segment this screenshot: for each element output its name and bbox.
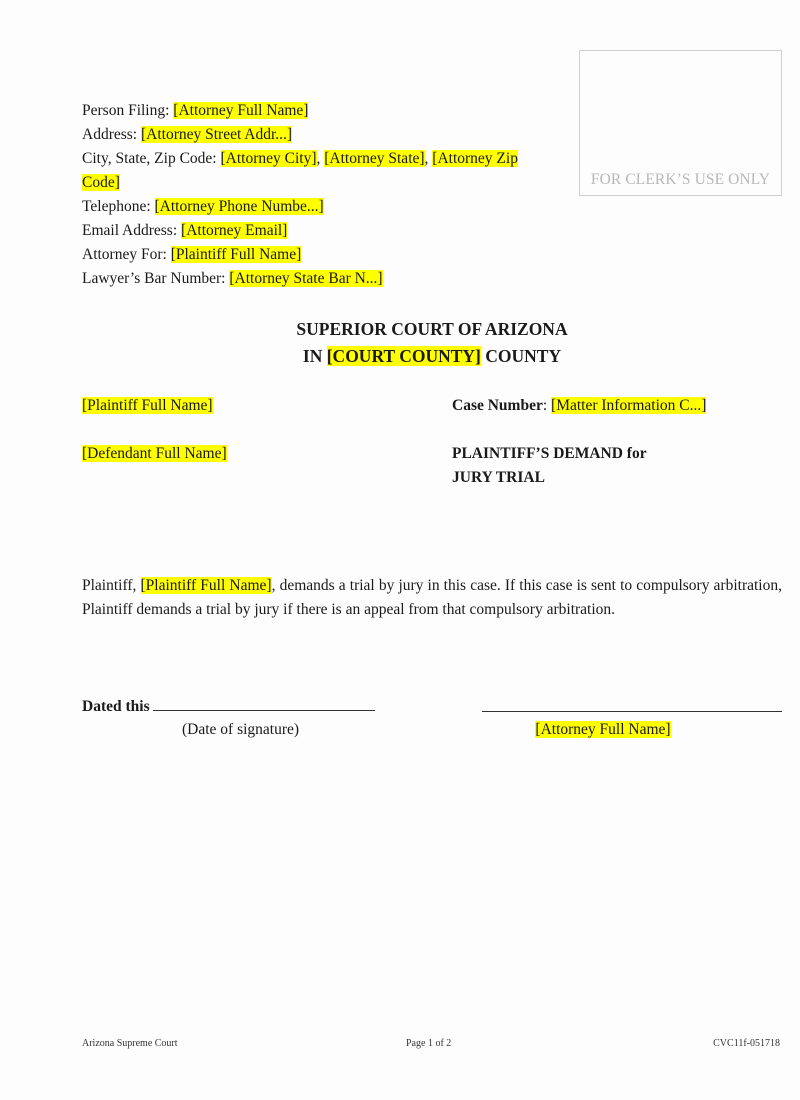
attorney-for-field[interactable]: [Plaintiff Full Name] bbox=[170, 246, 302, 263]
telephone-label: Telephone: bbox=[82, 198, 155, 215]
defendant-party bbox=[82, 442, 227, 466]
case-number-label: Case Number bbox=[452, 397, 543, 414]
footer-court: Arizona Supreme Court bbox=[82, 1038, 178, 1049]
plaintiff-party bbox=[82, 394, 213, 418]
email-field[interactable]: [Attorney Email] bbox=[181, 222, 288, 239]
email-line bbox=[82, 219, 562, 243]
signature-blank[interactable] bbox=[482, 711, 782, 712]
attorney-for-line bbox=[82, 243, 562, 267]
court-county-field[interactable]: [COURT COUNTY] bbox=[326, 346, 481, 366]
clerk-use-box bbox=[579, 50, 782, 196]
zip-field-continued[interactable]: Code] bbox=[82, 174, 120, 191]
city-state-zip-label: City, State, Zip Code: bbox=[82, 150, 221, 167]
person-filing-label: Person Filing: bbox=[82, 102, 174, 119]
court-county-prefix: IN bbox=[302, 346, 327, 366]
dated-label: Dated this bbox=[82, 698, 150, 715]
signer-caption bbox=[482, 718, 724, 742]
address-field[interactable]: [Attorney Street Addr...] bbox=[140, 126, 293, 143]
city-state-zip-line bbox=[82, 147, 562, 171]
state-field[interactable]: [Attorney State] bbox=[324, 150, 425, 167]
date-blank[interactable] bbox=[153, 694, 375, 711]
bar-number-line bbox=[82, 267, 562, 291]
document-title-line1: PLAINTIFF’S DEMAND for bbox=[452, 445, 647, 462]
person-filing-field[interactable]: [Attorney Full Name] bbox=[173, 102, 309, 119]
footer-form-code: CVC11f-051718 bbox=[713, 1038, 780, 1049]
case-number-line bbox=[452, 394, 706, 418]
court-county-suffix: COUNTY bbox=[480, 346, 562, 366]
clerk-use-label: FOR CLERK’S USE ONLY bbox=[590, 171, 771, 188]
body-text: , demands a trial by jury in this case. If this case is sent to compulsory arbitration, Plaintiff demands a trial by jury if there is an appeal from that compulsory arbitration. bbox=[82, 577, 782, 618]
bar-number-label: Lawyer’s Bar Number: bbox=[82, 270, 230, 287]
telephone-line bbox=[82, 195, 562, 219]
attorney-for-label: Attorney For: bbox=[82, 246, 171, 263]
date-caption: (Date of signature) bbox=[182, 721, 300, 738]
court-title bbox=[0, 316, 800, 370]
separator: , bbox=[424, 150, 433, 167]
signer-name-field[interactable]: [Attorney Full Name] bbox=[535, 721, 671, 738]
document-title-line2: JURY TRIAL bbox=[452, 469, 545, 486]
body-prefix: Plaintiff, bbox=[82, 577, 141, 594]
address-line bbox=[82, 123, 562, 147]
court-name: SUPERIOR COURT OF ARIZONA bbox=[296, 319, 568, 339]
case-number-field[interactable]: [Matter Information C...] bbox=[551, 397, 707, 414]
demand-paragraph bbox=[82, 574, 782, 622]
court-county-line bbox=[0, 343, 800, 370]
separator: , bbox=[316, 150, 325, 167]
address-label: Address: bbox=[82, 126, 141, 143]
dated-line bbox=[82, 694, 375, 719]
person-filing-line bbox=[82, 99, 562, 123]
body-plaintiff-field[interactable]: [Plaintiff Full Name] bbox=[140, 577, 272, 594]
plaintiff-name-field[interactable]: [Plaintiff Full Name] bbox=[82, 397, 213, 414]
footer-page-number: Page 1 of 2 bbox=[406, 1038, 452, 1049]
defendant-name-field[interactable]: [Defendant Full Name] bbox=[82, 445, 227, 462]
city-field[interactable]: [Attorney City] bbox=[220, 150, 317, 167]
filer-info-block bbox=[82, 99, 562, 291]
telephone-field[interactable]: [Attorney Phone Numbe...] bbox=[154, 198, 324, 215]
case-number-colon: : bbox=[542, 397, 552, 414]
bar-number-field[interactable]: [Attorney State Bar N...] bbox=[229, 270, 383, 287]
city-state-zip-line-continued bbox=[82, 171, 562, 195]
document-title bbox=[452, 442, 647, 490]
email-label: Email Address: bbox=[82, 222, 182, 239]
zip-field[interactable]: [Attorney Zip bbox=[432, 150, 518, 167]
